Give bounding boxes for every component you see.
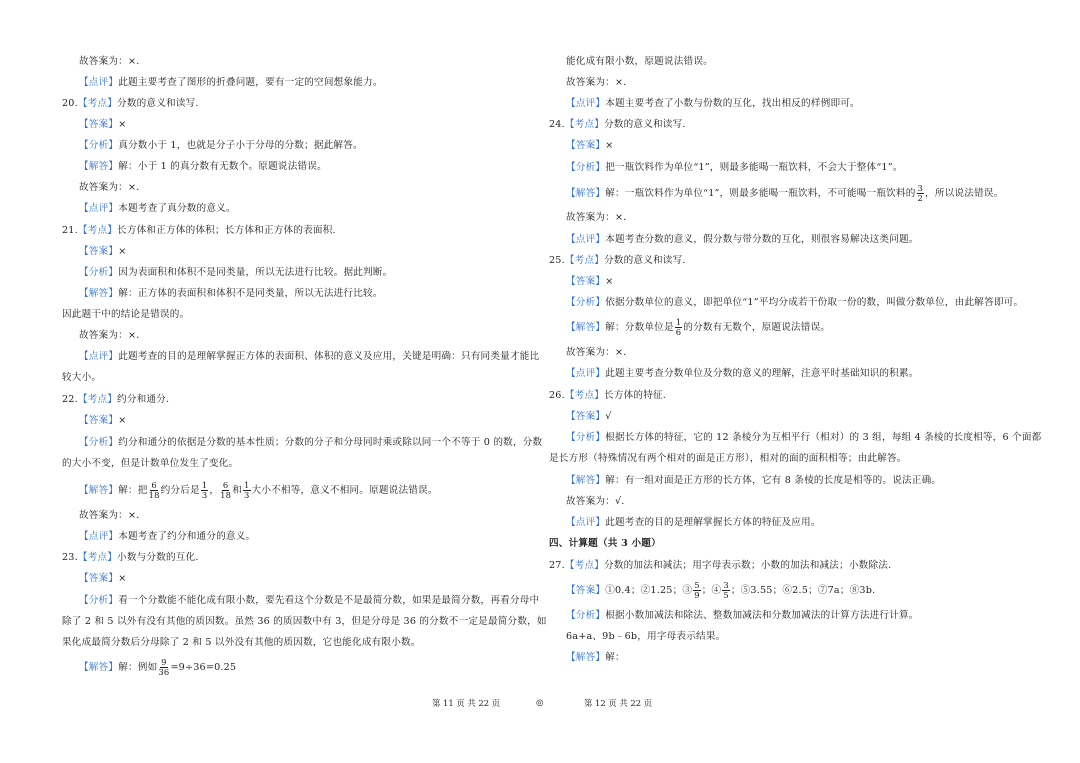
topic-text: 约分和通分.: [117, 394, 170, 405]
topic-tag: 【考点】: [77, 225, 118, 236]
denominator: 5: [723, 590, 729, 600]
q26-answer: [566, 410, 612, 424]
fraction: [722, 581, 730, 600]
comment-tag: 【点评】: [566, 368, 606, 379]
q24-solution: [566, 184, 1003, 204]
solution-text: 解：: [605, 652, 625, 663]
comment-text: 本题考查分数的意义，假分数与带分数的互化，则很容易解决这类问题。: [605, 234, 919, 245]
question-number: 24.: [549, 119, 565, 130]
topic-tag: 【考点】: [77, 98, 118, 109]
denominator: 2: [917, 193, 924, 203]
q22-topic: [62, 393, 169, 407]
q27-solution: [566, 651, 625, 665]
denominator: 18: [148, 490, 160, 500]
question-number: 25.: [549, 255, 565, 266]
q25-conclusion: 故答案为：×．: [566, 347, 634, 358]
topic-text: 分数的加法和减法；用字母表示数；小数的加法和减法；小数除法.: [604, 560, 892, 571]
q26-analysis-cont: 是长方形（特殊情况有两个相对的面是正方形），相对的面的面积相等；由此解答。: [549, 453, 907, 464]
solution-text: 和: [232, 485, 243, 496]
q25-answer: [566, 275, 613, 289]
q22-conclusion: 故答案为：×．: [79, 510, 147, 521]
solution-text: 解：有一组对面是正方形的长方体，它有 8 条棱的长度是相等的。说法正确。: [605, 475, 942, 486]
solution-text: 解：把: [118, 485, 148, 496]
analysis-tag: 【分析】: [79, 267, 119, 278]
answer-tag: 【答案】: [566, 411, 606, 422]
fraction: [917, 184, 925, 203]
question-number: 26.: [549, 390, 565, 401]
fraction: [201, 481, 209, 500]
q22-solution: [79, 481, 438, 501]
solution-text: ，: [209, 485, 220, 496]
question-number: 22.: [62, 394, 78, 405]
answer-tag: 【答案】: [79, 573, 119, 584]
q20-answer: [79, 118, 126, 132]
analysis-tag: 【分析】: [566, 297, 606, 308]
analysis-text: 依据分数单位的意义，即把单位“1”平均分成若干份取一份的数，叫做分数单位，由此解答即可。: [605, 297, 1024, 308]
q20-analysis: [79, 139, 363, 153]
analysis-tag: 【分析】: [566, 432, 606, 443]
comment-tag: 【点评】: [566, 517, 606, 528]
q27-analysis: [566, 609, 919, 623]
analysis-tag: 【分析】: [79, 595, 119, 606]
question-number: 21.: [62, 225, 78, 236]
fraction: [693, 581, 701, 600]
q26-analysis: [566, 431, 1041, 445]
q24-answer: [566, 139, 613, 153]
q19-comment: [79, 76, 383, 90]
q23-answer: [79, 572, 126, 586]
q21-analysis: [79, 266, 392, 280]
comment-tag: 【点评】: [566, 234, 606, 245]
denominator: 6: [675, 327, 682, 337]
q23-analysis-cont: 果化成最简分数后分母除了 2 和 5 以外没有其他的质因数，它也能化成有限小数。: [62, 637, 421, 648]
solution-text: 约分后是: [160, 485, 200, 496]
q21-topic: [62, 224, 336, 238]
numerator: 5: [694, 580, 700, 590]
solution-tag: 【解答】: [79, 288, 119, 299]
q22-analysis-cont: 的大小不变，但是计数单位发生了变化。: [62, 458, 239, 469]
comment-tag: 【点评】: [79, 203, 119, 214]
analysis-tag: 【分析】: [566, 610, 606, 621]
q22-analysis: [79, 436, 542, 450]
analysis-tag: 【分析】: [79, 140, 119, 151]
page-number-left: 第 11 页 共 22 页: [432, 698, 501, 708]
answer-tag: 【答案】: [79, 246, 119, 257]
numerator: 1: [201, 480, 208, 490]
analysis-text: 根据小数加减法和除法、整数加减法和分数加减法的计算方法进行计算。: [605, 610, 919, 621]
q21-comment: [79, 350, 539, 364]
q20-solution: [79, 160, 327, 174]
comment-text: 此题考查的目的是理解掌握正方体的表面积、体积的意义及应用，关键是明确：只有同类量才能比: [118, 351, 540, 362]
q21-solution-cont: 因此题干中的结论是错误的。: [62, 309, 190, 320]
q22-answer: [79, 414, 126, 428]
analysis-tag: 【分析】: [566, 162, 606, 173]
solution-text: 解：分数单位是: [605, 322, 674, 333]
denominator: 36: [158, 667, 170, 677]
fraction: [675, 318, 683, 337]
fraction: [220, 481, 231, 500]
comment-text: 本题主要考查了小数与份数的互化，找出相反的样例即可。: [605, 98, 860, 109]
q27-answer: [566, 581, 882, 601]
q26-topic: [549, 389, 666, 403]
solution-tag: 【解答】: [79, 662, 119, 673]
solution-text: 解：例如: [118, 662, 158, 673]
q23-analysis: [79, 594, 539, 608]
fraction: [243, 481, 251, 500]
text-line: 故答案为：×．: [566, 77, 634, 88]
question-number: 20.: [62, 98, 78, 109]
comment-text: 本题考查了真分数的意义。: [118, 203, 236, 214]
denominator: 3: [244, 490, 250, 500]
q25-topic: [549, 254, 686, 268]
q20-topic: [62, 97, 199, 111]
q25-analysis: [566, 296, 1023, 310]
q24-analysis: [566, 161, 903, 175]
question-number: 23.: [62, 552, 78, 563]
answer-tag: 【答案】: [566, 585, 606, 596]
solution-text: 解：正方体的表面积和体积不是同类量，所以无法进行比较。: [118, 288, 383, 299]
q23-analysis-cont: 除了 2 和 5 以外有没有其他的质因数。虽然 36 的质因数中有 3，但是分母是 36 的分数不一定是最简分数，如: [62, 616, 547, 627]
solution-tag: 【解答】: [566, 188, 606, 199]
q21-answer: [79, 245, 126, 259]
answer-text: ；⑤3.55；⑥2.5；⑦7a；⑧3b．: [730, 585, 882, 596]
topic-text: 小数与分数的互化.: [117, 552, 199, 563]
q24-conclusion: 故答案为：×．: [566, 212, 634, 223]
comment-text: 此题考查的目的是理解掌握长方体的特征及应用。: [605, 517, 821, 528]
answer-tag: 【答案】: [566, 140, 606, 151]
comment-tag: 【点评】: [79, 531, 119, 542]
topic-tag: 【考点】: [564, 255, 605, 266]
answer-text: ×: [605, 276, 614, 287]
topic-text: 长方体的特征.: [604, 390, 667, 401]
q26-conclusion: 故答案为：√．: [566, 496, 632, 507]
topic-text: 分数的意义和读写.: [604, 119, 686, 130]
denominator: 3: [201, 490, 208, 500]
solution-text: ，所以说法错误。: [925, 188, 1004, 199]
numerator: 1: [244, 480, 250, 490]
denominator: 18: [220, 490, 232, 500]
topic-tag: 【考点】: [77, 394, 118, 405]
solution-tag: 【解答】: [79, 485, 119, 496]
topic-text: 分数的意义和读写.: [604, 255, 686, 266]
answer-tag: 【答案】: [566, 276, 606, 287]
answer-text: ×: [118, 246, 127, 257]
solution-text: 解：小于 1 的真分数有无数个。原题说法错误。: [118, 161, 327, 172]
fraction: [149, 481, 160, 500]
analysis-text: 约分和通分的依据是分数的基本性质；分数的分子和分母同时乘或除以同一个不等于 0 的数，分数: [118, 437, 543, 448]
solution-text: =9÷36=0.25: [170, 662, 237, 673]
question-number: 27.: [549, 560, 565, 571]
analysis-text: 把一瓶饮料作为单位“1”，则最多能喝一瓶饮料，不会大于整体“1”。: [605, 162, 903, 173]
answer-tag: 【答案】: [79, 415, 119, 426]
q27-topic: [549, 559, 891, 573]
topic-tag: 【考点】: [77, 552, 118, 563]
solution-text: 的分数有无数个，原题说法错误。: [683, 322, 831, 333]
numerator: 1: [675, 317, 682, 327]
answer-text: ×: [118, 573, 127, 584]
answer-text: ×: [118, 415, 127, 426]
answer-text: ×: [605, 140, 614, 151]
analysis-tag: 【分析】: [79, 437, 119, 448]
topic-text: 长方体和正方体的体积；长方体和正方体的表面积.: [117, 225, 336, 236]
comment-tag: 【点评】: [79, 351, 119, 362]
q23-topic: [62, 551, 199, 565]
comment-text: 此题主要考查分数单位及分数的意义的理解，注意平时基础知识的积累。: [605, 368, 919, 379]
solution-tag: 【解答】: [79, 161, 119, 172]
section-heading: 四、计算题（共 3 小题）: [549, 538, 661, 549]
q24-topic: [549, 118, 686, 132]
answer-text: ①0.4；②1.25；③: [605, 585, 693, 596]
analysis-text: 真分数小于 1，也就是分子小于分母的分数；据此解答。: [118, 140, 363, 151]
center-mark: ◎: [536, 697, 544, 707]
numerator: 6: [151, 480, 157, 490]
topic-text: 分数的意义和读写.: [117, 98, 199, 109]
solution-tag: 【解答】: [566, 322, 606, 333]
denominator: 9: [694, 590, 700, 600]
solution-tag: 【解答】: [566, 652, 606, 663]
q21-conclusion: 故答案为：×．: [79, 330, 147, 341]
text-line: 能化成有限小数，原题说法错误。: [566, 56, 713, 67]
answer-text: ；④: [701, 585, 722, 596]
answer-text: ×: [118, 119, 127, 130]
q20-comment: [79, 202, 236, 216]
analysis-text: 因为表面积和体积不是同类量，所以无法进行比较。据此判断。: [118, 267, 393, 278]
solution-tag: 【解答】: [566, 475, 606, 486]
numerator: 6: [222, 480, 229, 490]
numerator: 3: [723, 580, 729, 590]
q22-comment: [79, 530, 255, 544]
answer-tag: 【答案】: [79, 119, 119, 130]
solution-text: 大小不相等，意义不相同。原题说法错误。: [251, 485, 438, 496]
q27-analysis-cont: 6a+a、9b﹣6b，用字母表示结果。: [566, 631, 726, 642]
text-line: 故答案为：×．: [79, 56, 147, 67]
comment-tag: 【点评】: [79, 77, 119, 88]
fraction: [158, 658, 169, 677]
solution-text: 解：一瓶饮料作为单位“1”，则最多能喝一瓶饮料，不可能喝一瓶饮料的: [605, 188, 916, 199]
q23-solution: [79, 658, 236, 678]
q26-comment: [566, 516, 821, 530]
q24-comment: [566, 233, 919, 247]
answer-text: √: [605, 411, 612, 422]
q26-solution: [566, 474, 941, 488]
q25-comment: [566, 367, 919, 381]
topic-tag: 【考点】: [564, 560, 605, 571]
q20-conclusion: 故答案为：×．: [79, 182, 147, 193]
comment-text: 本题考查了约分和通分的意义。: [118, 531, 256, 542]
q21-solution: [79, 287, 383, 301]
numerator: 3: [917, 183, 924, 193]
page-number-right: 第 12 页 共 22 页: [584, 698, 653, 708]
q25-solution: [566, 318, 830, 338]
q23-comment: [566, 97, 860, 111]
comment-tag: 【点评】: [566, 98, 606, 109]
q21-comment-cont: 较大小。: [62, 372, 102, 383]
comment-text: 此题主要考查了图形的折叠问题，要有一定的空间想象能力。: [118, 77, 383, 88]
topic-tag: 【考点】: [564, 119, 605, 130]
numerator: 9: [161, 657, 167, 667]
analysis-text: 根据长方体的特征，它的 12 条棱分为互相平行（相对）的 3 组，每组 4 条棱的长度相等，6 个面都: [605, 432, 1042, 443]
topic-tag: 【考点】: [564, 390, 605, 401]
analysis-text: 看一个分数能不能化成有限小数，要先看这个分数是不是最简分数，如果是最简分数，再看分母中: [118, 595, 540, 606]
